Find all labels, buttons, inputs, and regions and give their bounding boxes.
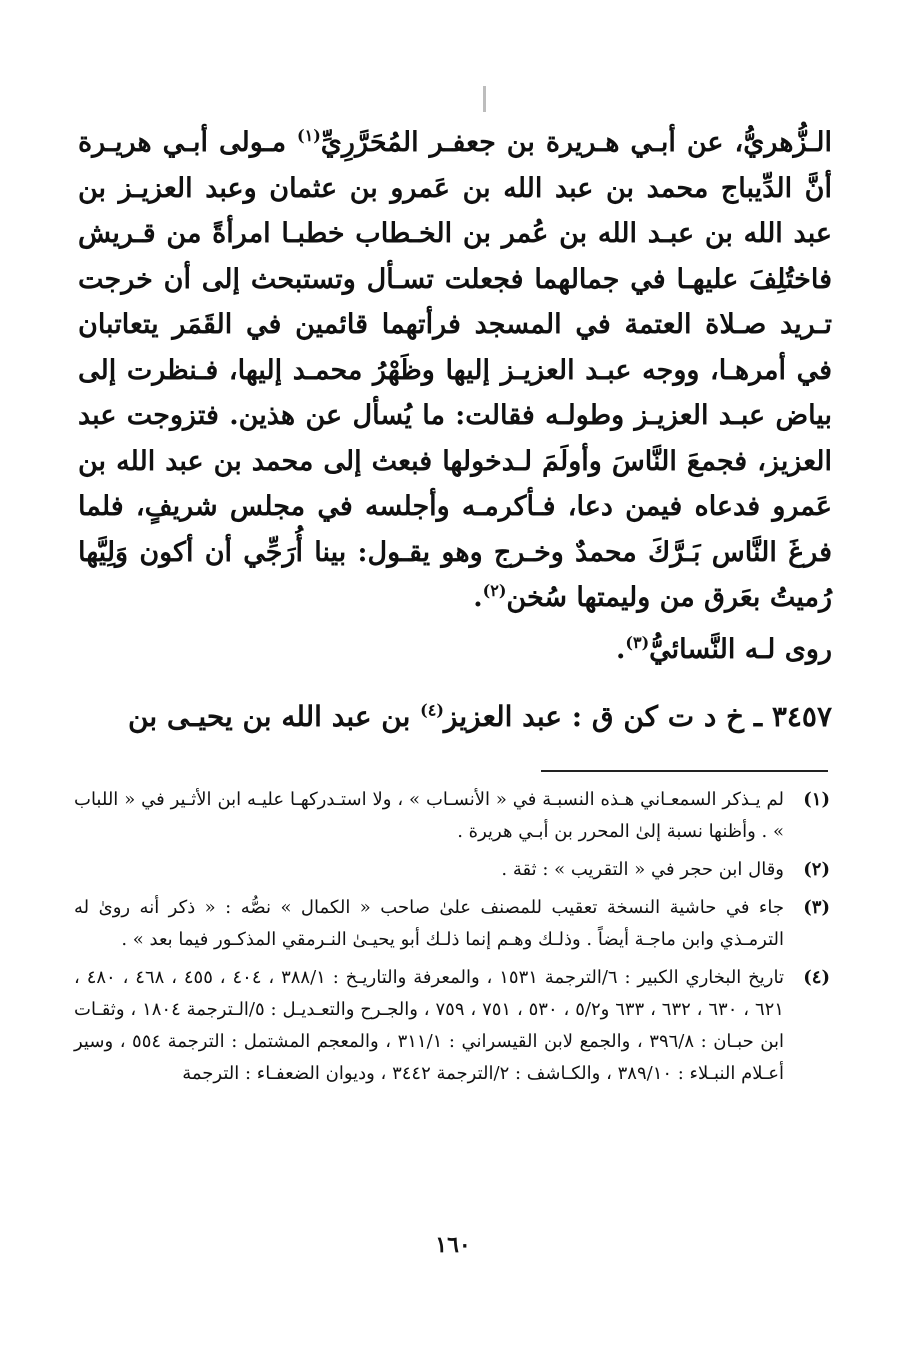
footnote-ref-4[interactable]: (٤) [420,700,444,720]
page-edge-mark [483,86,486,112]
footnote-ref-1[interactable]: (١) [297,126,321,145]
footnote-text: جاء في حاشية النسخة تعقيب للمصنف علىٰ صاحب « الكمال » نصُّه : « ذكر أنه روىٰ له الترمـذي وابن ماجـة أيضاً . وذلـك وهـم إنما ذلـك أبو يحيـىٰ النـرمقي المذكـور فيما بعد » . [74,897,784,950]
riwaya-text: روى لـه النَّسائيُّ [649,633,832,665]
footnote-ref-3[interactable]: (٣) [625,632,650,652]
footnotes [74,784,830,1096]
paragraph-1-end: . [473,582,483,613]
footnote-number: (٣) [803,897,830,918]
riwaya-end: . [616,633,626,665]
footnote-text: لم يـذكر السمعـاني هـذه النسبـة في « الأنسـاب » ، ولا استـدركهـا عليـه ابن الأثـير في « اللباب » . وأظنها نسبة إلىٰ المحرر بن أبـي هريرة . [74,789,784,842]
paragraph-1 [78,120,832,621]
entry-sigla: خ د ت كن ق : [571,700,745,733]
footnote-number: (٤) [803,967,830,988]
entry-name: عبد العزيز [443,700,563,733]
entry-number: ٣٤٥٧ ـ [753,700,832,733]
footnote-4 [74,962,830,1090]
footnote-1 [74,784,830,848]
paragraph-1-body: مـولى أبـي هريـرة أنَّ الدِّيباج محمد بن عبد الله بن عَمرو بن عثمان وعبد العزيـز بن عبد الله بن عبـد الله بن عُمر بن الخـطاب خطبـا امرأةً من قـريش فاختُلِفَ عليهـا في جمالهما فجعلت تسـأل وتستبحث إلى أن خرجت تـريد صـلاة العتمة في المسجد فرأتهما قائمين في القَمَر يتعاتبان في أمرهـا، ووجه عبـد العزيـز إليها وظَهْرُ محمـد إليها، فـنظرت إلى بياض عبـد العزيـز وطولـه فقالت: ما يُسأل عن هذين. فتزوجت عبد العزيز، فجمعَ النَّاسَ وأولَمَ لـدخولها فبعث إلى محمد بن عبد الله بن عَمرو فدعاه فيمن دعا، فـأكرمـه وأجلسه في مجلس شريفٍ، فلما فرغَ النَّاس بَـرَّكَ محمدٌ وخـرج وهو يقـول: بينا أُرَجِّي أن أكون وَلِيَّها رُميتُ بعَرق من وليمتها سُخن [78,127,832,613]
entry-rest: بن عبد الله بن يحيـى بن [128,700,411,733]
riwaya-line [78,627,832,673]
footnote-number: (٢) [803,859,830,880]
footnote-ref-2[interactable]: (٢) [482,581,507,600]
main-text [78,120,832,740]
footnote-separator [541,770,828,772]
page-number: ١٦٠ [435,1232,471,1258]
entry-heading [78,694,832,740]
footnote-2 [74,854,830,886]
footnote-text: تاريخ البخاري الكبير : ٦/الترجمة ١٥٣١ ، والمعرفة والتاريـخ : ٣٨٨/١ ، ٤٠٤ ، ٤٥٥ ، ٤٦٨ ، ٤٨٠ ، ٦٢١ ، ٦٣٠ ، ٦٣٢ ، ٦٣٣ و٥/٢ ، ٥٣٠ ، ٧٥١ ، ٧٥٩ ، والجـرح والتعـديـل : ٥/الـترجمة ١٨٠٤ ، وثقـات ابن حبـان : ٣٩٦/٨ ، والجمع لابن القيسراني : ٣١١/١ ، والمعجم المشتمل : الترجمة ٥٥٤ ، وسير أعـلام النبـلاء : ٣٨٩/١٠ ، والكـاشف : ٢/الترجمة ٣٤٤٢ ، وديوان الضعفـاء : الترجمة [74,967,784,1084]
footnote-text: وقال ابن حجر في « التقريب » : ثقة . [501,859,784,880]
footnote-number: (١) [803,789,830,810]
footnote-3 [74,892,830,956]
paragraph-1-start: الـزُّهريُّ، عن أبـي هـريرة بن جعفـر المُحَرَّرِيِّ [320,127,832,158]
